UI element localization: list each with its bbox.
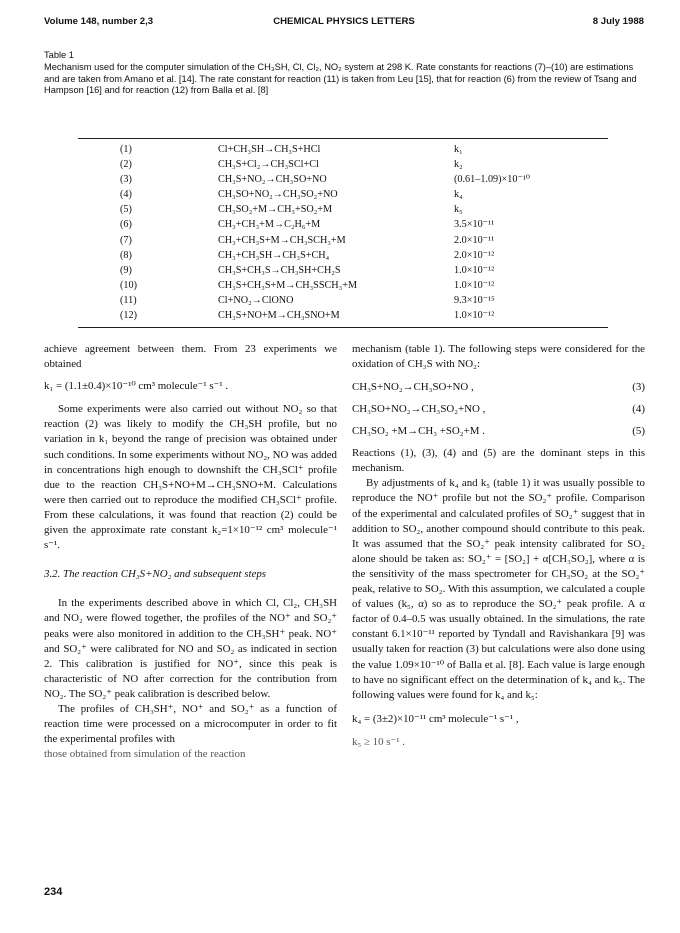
equation-k5: k₅ ≥ 10 s⁻¹ . — [352, 735, 405, 748]
reaction-number: (11) — [120, 294, 137, 306]
paragraph: mechanism (table 1). The following steps were considered for the oxidation of CH₃S with NO₂: — [352, 343, 645, 371]
reaction-equation: CH₃S+NO₂→CH₃SO+NO — [218, 174, 327, 186]
running-header — [44, 16, 644, 30]
rate-constant: k₅ — [454, 204, 463, 216]
table-row — [78, 142, 608, 157]
reaction-number: (6) — [120, 219, 132, 231]
left-column — [44, 342, 337, 762]
equation-text: CH₃SO₂ +M→CH₃ +SO₂+M . — [352, 425, 485, 438]
reaction-number: (8) — [120, 249, 132, 261]
reaction-number: (12) — [120, 310, 137, 322]
equation-k4: k₄ = (3±2)×10⁻¹¹ cm³ molecule⁻¹ s⁻¹ , — [352, 712, 519, 725]
table-row — [78, 308, 608, 323]
reaction-equation: CH₃S+CH₃S→CH₃SH+CH₂S — [218, 264, 341, 276]
table-row — [78, 233, 608, 248]
reaction-equation: CH₃+CH₃+M→C₂H₆+M — [218, 219, 321, 231]
paragraph: Reactions (1), (3), (4) and (5) are the dominant steps in this mechanism. — [352, 447, 645, 475]
rate-constant: (0.61–1.09)×10⁻¹⁰ — [454, 174, 530, 186]
equation-number: (3) — [632, 381, 645, 394]
equation-text: CH₃SO+NO₂→CH₃SO₂+NO , — [352, 403, 486, 416]
equation-block — [352, 376, 645, 442]
right-column — [352, 342, 645, 758]
equation-number: (4) — [632, 403, 645, 416]
numbered-equation — [352, 376, 645, 398]
rate-constant: k₄ — [454, 189, 463, 201]
reaction-equation: Cl+CH₃SH→CH₃S+HCl — [218, 144, 321, 155]
table-row — [78, 187, 608, 202]
rate-constant: 2.0×10⁻¹¹ — [454, 234, 495, 246]
numbered-equation — [352, 420, 645, 442]
reaction-equation: Cl+NO₂→ClONO — [218, 294, 294, 306]
section-heading: 3.2. The reaction CH₃S+NO₂ and subsequent steps — [44, 568, 267, 581]
reaction-number: (10) — [120, 279, 137, 291]
table-row — [78, 278, 608, 293]
table-row — [78, 248, 608, 263]
table-row — [78, 217, 608, 232]
rate-constant: 1.0×10⁻¹² — [454, 310, 495, 322]
paragraph: In the experiments described above in which Cl, Cl₂, CH₃SH and NO₂ were flowed together, the profiles of the NO⁺ and SO₂⁺ peaks were also monitored in addition to the CH₃SH⁺ peak. NO⁺ and SO₂⁺ were calibrated for NO and SO₂ as indicated in section 2. This calibration is justified for NO⁺, since this peak is characteristic of NO after correction for the contribution from NO₂. The SO₂⁺ peak calibration is described below. — [44, 597, 337, 700]
equation-k1: k₁ = (1.1±0.4)×10⁻¹⁰ cm³ molecule⁻¹ s⁻¹ . — [44, 380, 229, 393]
page-number: 234 — [44, 886, 63, 898]
reaction-number: (1) — [120, 144, 132, 155]
paragraph-tail: those obtained from simulation of the reaction — [44, 748, 246, 761]
paragraph: The profiles of CH₃SH⁺, NO⁺ and SO₂⁺ as a function of reaction time were processed on a microcomputer in order to fit the experimental profiles with — [44, 702, 337, 746]
rate-constant: 3.5×10⁻¹¹ — [454, 219, 495, 231]
rate-constant: 1.0×10⁻¹² — [454, 264, 495, 276]
table-label: Table 1 — [44, 50, 74, 60]
reaction-equation: CH₃SO₂+M→CH₃+SO₂+M — [218, 204, 333, 216]
mechanism-table — [78, 138, 608, 328]
equation-text: CH₃S+NO₂→CH₃SO+NO , — [352, 381, 474, 394]
rate-constant: k₂ — [454, 159, 463, 171]
reaction-number: (4) — [120, 189, 132, 201]
table-caption — [44, 50, 644, 97]
table-row — [78, 157, 608, 172]
reaction-equation: CH₃+CH₃S+M→CH₃SCH₃+M — [218, 234, 346, 246]
reaction-equation: CH₃S+NO+M→CH₃SNO+M — [218, 310, 340, 322]
paragraph: Some experiments were also carried out without NO₂ so that reaction (2) was likely to modify the CH₃SH profile, but no variation in k₁ beyond the range of precision was obtained under such conditions. In some experiments without NO₂, NO was added in concentrations high enough to downshift the CH₃SCl⁺ profile due to the reaction CH₃S+NO+M→CH₃SNO+M. Calculations were then carried out to reproduce the modified CH₃SCl⁺ profile. From these calculations, it was found that reaction (2) could be given the approximate rate constant k₂=1×10⁻¹² cm³ molecule⁻¹ s⁻¹. — [44, 403, 337, 552]
reaction-equation: CH₃S+Cl₂→CH₃SCl+Cl — [218, 159, 319, 171]
rate-constant: 1.0×10⁻¹² — [454, 279, 495, 291]
rate-constant: 9.3×10⁻¹⁵ — [454, 294, 495, 306]
numbered-equation — [352, 398, 645, 420]
equation-number: (5) — [632, 425, 645, 438]
table-row — [78, 293, 608, 308]
table-row — [78, 263, 608, 278]
paragraph: achieve agreement between them. From 23 experiments we obtained — [44, 343, 337, 371]
reaction-number: (2) — [120, 159, 132, 171]
reaction-equation: CH₃S+CH₃S+M→CH₃SSCH₃+M — [218, 279, 358, 291]
issue-date: 8 July 1988 — [592, 16, 644, 27]
volume-label: Volume 148, number 2,3 — [44, 16, 154, 27]
paragraph: By adjustments of k₄ and k₅ (table 1) it was usually possible to reproduce the NO⁺ profile but not the SO₂⁺ profile. Comparison of the experimental and calculated profiles of SO₂⁺ suggest that in addition to SO₂, another compound should contribute to this peak. It was assumed that the SO₂⁺ peak intensity calibrated for SO₂ alone should be taken as: SO₂⁺ = [SO₂] + α[CH₃SO₂], where α is the sensitivity of the mass spectrometer for CH₃SO₂ at the SO₂⁺ peak, relative to SO₂. With this assumption, we calculated a couple of values (k₅, α) so as to reproduce the SO₂⁺ peak profile. A α factor of 0.4–0.5 was usually obtained. In the simulations, the rate constant 6.1×10⁻¹¹ reported by Tyndall and Ravishankara [9] was usually taken for reaction (3) but calculations were also done using the value 1.09×10⁻¹⁰ of Balla et al. [8]. Each value is large enough to have no significant effect on the determination of k₄ and k₅. The following values were found for k₄ and k₅: — [352, 477, 645, 701]
journal-name: CHEMICAL PHYSICS LETTERS — [273, 16, 415, 27]
reaction-number: (5) — [120, 204, 132, 216]
rate-constant: k₁ — [454, 144, 463, 155]
reaction-equation: CH₃SO+NO₂→CH₃SO₂+NO — [218, 189, 338, 201]
table-row — [78, 172, 608, 187]
table-row — [78, 202, 608, 217]
reaction-number: (9) — [120, 264, 132, 276]
reaction-equation: CH₃+CH₃SH→CH₃S+CH₄ — [218, 249, 330, 261]
reaction-number: (3) — [120, 174, 132, 186]
reaction-number: (7) — [120, 234, 132, 246]
rate-constant: 2.0×10⁻¹² — [454, 249, 495, 261]
table-caption-text: Mechanism used for the computer simulation of the CH₃SH, Cl, Cl₂, NO₂ system at 298 K. Rate constants for reactions (7)–(10) are estimations and are taken from Amano et al. [14]. The rate constant for reaction (11) is taken from Leu [15], that for reaction (6) from the review of Tsang and Hampson [16] and for reaction (12) from Balla et al. [8] — [44, 61, 637, 96]
